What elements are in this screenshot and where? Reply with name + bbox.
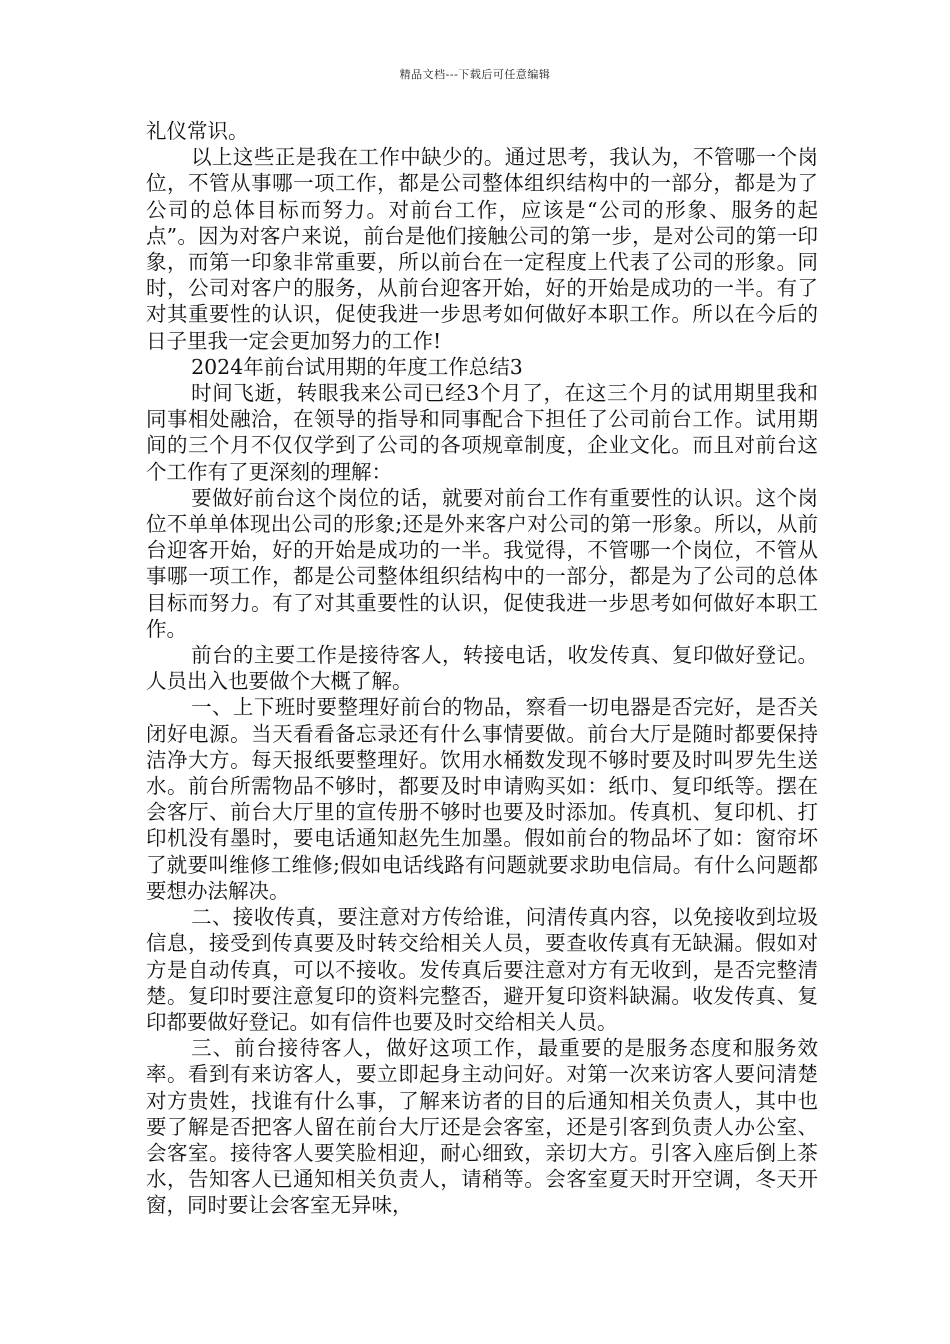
paragraph: 二、接收传真，要注意对方传给谁，问清传真内容，以免接收到垃圾信息，接受到传真要及时转交给相关人员，要查收传真有无缺漏。假如对方是自动传真，可以不接收。发传真后要注意对方有无收到，是否完整清楚。复印时要注意复印的资料完整否，避开复印资料缺漏。收发传真、复印都要做好登记。如有信件也要及时交给相关人员。 <box>146 905 818 1034</box>
paragraph: 以上这些正是我在工作中缺少的。通过思考，我认为，不管哪一个岗位，不管从事哪一项工作，都是公司整体组织结构中的一部分，都是为了公司的总体目标而努力。对前台工作，应该是“公司的形象、服务的起点”。因为对客户来说，前台是他们接触公司的第一步，是对公司的第一印象，而第一印象非常重要，所以前台在一定程度上代表了公司的形象。同时，公司对客户的服务，从前台迎客开始，好的开始是成功的一半。有了对其重要性的认识，促使我进一步思考如何做好本职工作。所以在今后的日子里我一定会更加努力的工作! <box>146 145 818 353</box>
paragraph-continuation: 礼仪常识。 <box>146 119 249 143</box>
document-body <box>146 118 818 1219</box>
section-heading: 2024年前台试用期的年度工作总结3 <box>191 354 523 379</box>
paragraph: 前台的主要工作是接待客人，转接电话，收发传真、复印做好登记。人员出入也要做个大概了解。 <box>146 643 818 694</box>
paragraph: 三、前台接待客人，做好这项工作，最重要的是服务态度和服务效率。看到有来访客人，要立即起身主动问好。对第一次来访客人要问清楚对方贵姓，找谁有什么事，了解来访者的目的后通知相关负责人，其中也要了解是否把客人留在前台大厅还是会客室，还是引客到负责人办公室、会客室。接待客人要笑脸相迎，耐心细致，亲切大方。引客入座后倒上茶水，告知客人已通知相关负责人，请稍等。会客室夏天时开空调，冬天开窗，同时要让会客室无异味， <box>146 1036 818 1218</box>
paragraph: 时间飞逝，转眼我来公司已经3个月了，在这三个月的试用期里我和同事相处融洽，在领导的指导和同事配合下担任了公司前台工作。试用期间的三个月不仅仅学到了公司的各项规章制度，企业文化。而且对前台这个工作有了更深刻的理解： <box>146 381 818 484</box>
paragraph: 要做好前台这个岗位的话，就要对前台工作有重要性的认识。这个岗位不单单体现出公司的形象;还是外来客户对公司的第一形象。所以，从前台迎客开始，好的开始是成功的一半。我觉得，不管哪一个岗位，不管从事哪一项工作，都是公司整体组织结构中的一部分，都是为了公司的总体目标而努力。有了对其重要性的认识，促使我进一步思考如何做好本职工作。 <box>146 485 818 641</box>
page-header: 精品文档---下载后可任意编辑 <box>399 68 551 81</box>
paragraph: 一、上下班时要整理好前台的物品，察看一切电器是否完好，是否关闭好电源。当天看看备忘录还有什么事情要做。前台大厅是随时都要保持洁净大方。每天报纸要整理好。饮用水桶数发现不够时要及时叫罗先生送水。前台所需物品不够时，都要及时申请购买如：纸巾、复印纸等。摆在会客厅、前台大厅里的宣传册不够时也要及时添加。传真机、复印机、打印机没有墨时，要电话通知赵先生加墨。假如前台的物品坏了如：窗帘坏了就要叫维修工维修;假如电话线路有问题就要求助电信局。有什么问题都要想办法解决。 <box>146 695 818 903</box>
